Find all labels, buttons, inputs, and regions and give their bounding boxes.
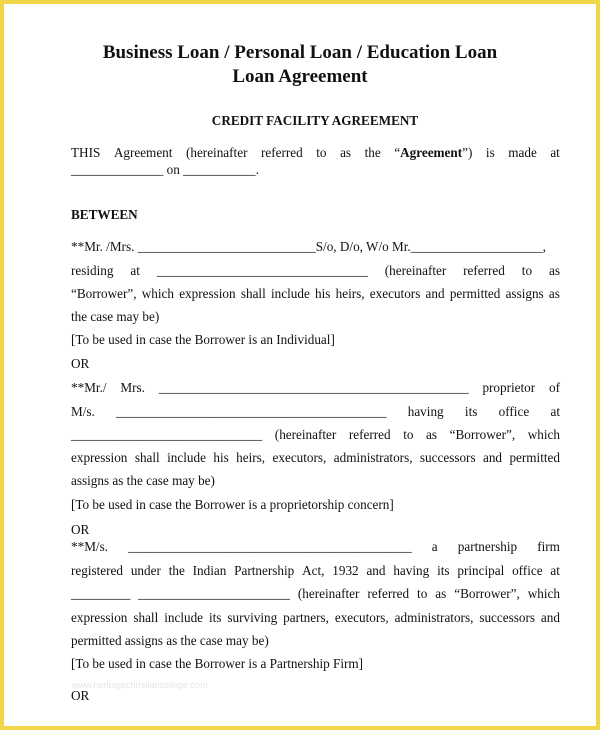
party1-line-2: residing at ________________________________ (hereinafter referred to as [71,263,560,278]
or-separator-2: OR [71,522,90,537]
party3-line-4: expression shall include its surviving partners, executors, administrators, successors and [71,610,560,625]
or-separator-3: OR [71,688,90,703]
party3-line-1: **M/s. ___________________________________________ a partnership firm [71,539,560,554]
party2-note: [To be used in case the Borrower is a proprietorship concern] [71,497,394,512]
party3-note: [To be used in case the Borrower is a Partnership Firm] [71,656,364,671]
party3-line-5: permitted assigns as the case may be) [71,633,269,648]
party1-line-1: **Mr. /Mrs. ___________________________S/o, D/o, W/o Mr.____________________, [71,239,546,254]
party3-line-2: registered under the Indian Partnership Act, 1932 and having its principal office at [71,563,560,578]
party3-line-3: _________ _______________________ (hereinafter referred to as “Borrower”, which [71,586,560,601]
or-separator-1: OR [71,356,90,371]
party2-line-5: assigns as the case may be) [71,473,215,488]
intro-line-2: ______________ on ___________. [71,162,259,177]
party2-line-4: expression shall include his heirs, executors, administrators, successors and permitted [71,450,560,465]
party1-line-4: the case may be) [71,309,160,324]
party2-line-1: **Mr./ Mrs. _______________________________________________ proprietor of [71,380,560,395]
party1-note: [To be used in case the Borrower is an Individual] [71,332,335,347]
party2-line-3: _____________________________ (hereinafter referred to as “Borrower”, which [71,427,560,442]
party1-line-3: “Borrower”, which expression shall include his heirs, executors and permitted assigns as [71,286,560,301]
document-title-line-2: Loan Agreement [232,66,368,87]
watermark-text: www.heritagechristiancollege.com [72,680,208,690]
between-heading: BETWEEN [71,207,138,222]
section-heading: CREDIT FACILITY AGREEMENT [211,113,419,128]
document-title-line-1: Business Loan / Personal Loan / Education Loan [102,42,498,63]
intro-line-1: THIS Agreement (hereinafter referred to as the “Agreement”) is made at [71,145,560,160]
party2-line-2: M/s. _________________________________________ having its office at [71,404,560,419]
